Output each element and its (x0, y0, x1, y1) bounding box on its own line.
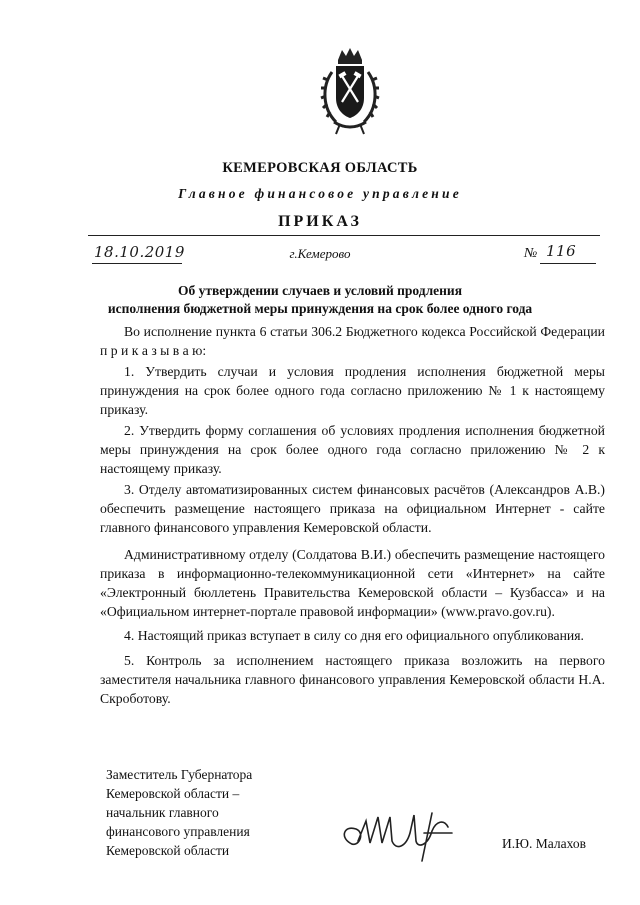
number-label: № (524, 246, 538, 261)
position-line: Кемеровской области – (106, 786, 240, 801)
intro-paragraph: Во исполнение пункта 6 статьи 306.2 Бюджетного кодекса Российской Федерации п р и к а з ы в а ю: (100, 324, 605, 358)
order-body (100, 323, 605, 711)
subject-line-2: исполнения бюджетной меры принуждения на срок более одного года (107, 301, 533, 316)
city-label: г.Кемерово (289, 246, 351, 261)
item-5: 5. Контроль за исполнением настоящего приказа возложить на первого заместителя начальника главного финансового управления Кемеровской области Н.А. Скроботову. (100, 653, 605, 707)
header-rule (88, 235, 600, 236)
order-number: 116 (546, 242, 577, 260)
department-title: Главное финансовое управление (178, 186, 462, 201)
coat-of-arms-icon (318, 46, 382, 136)
item-1: 1. Утвердить случаи и условия продления исполнения бюджетной меры принуждения на срок более одного года согласно приложению № 1 к настоящему приказу. (100, 364, 605, 417)
order-date: 18.10.2019 (94, 243, 185, 261)
number-underline (540, 263, 596, 264)
order-subject (0, 282, 640, 318)
date-underline (92, 263, 182, 264)
signer-name: И.Ю. Малахов (502, 836, 586, 851)
position-line: Кемеровской области (106, 843, 230, 858)
handwritten-signature (336, 803, 456, 863)
subject-line-1: Об утверждении случаев и условий продления (177, 283, 463, 298)
item-2: 2. Утвердить форму соглашения об условиях продления исполнения бюджетной меры принуждения на срок более одного года согласно приложению № 2 к настоящему приказу. (100, 423, 605, 476)
item-3: 3. Отделу автоматизированных систем финансовых расчётов (Александров А.В.) обеспечить размещение настоящего приказа на официальном Интернет - сайте главного финансового управления Кемеровской области. (100, 482, 605, 535)
position-line: финансового управления (106, 824, 250, 839)
signatory-position (106, 765, 252, 860)
item-3-continuation: Административному отделу (Солдатова В.И.) обеспечить размещение настоящего приказа в информационно-телекоммуникационной сети «Интернет» на сайте «Электронный бюллетень Правительства Кемеровской области – Кузбасса» и на «Официальном интернет-портале правовой информации» (www.pravo.gov.ru). (100, 546, 605, 619)
position-line: Заместитель Губернатора (106, 767, 253, 782)
position-line: начальник главного (106, 805, 219, 820)
item-4: 4. Настоящий приказ вступает в силу со дня его официального опубликования. (124, 628, 584, 644)
document-type-title: ПРИКАЗ (278, 213, 362, 230)
region-title: КЕМЕРОВСКАЯ ОБЛАСТЬ (222, 160, 418, 176)
